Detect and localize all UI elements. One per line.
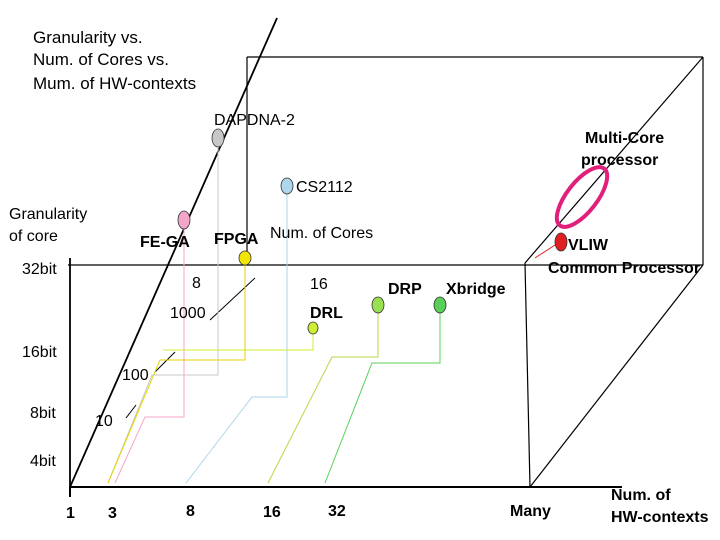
label-fpga: FPGA: [214, 231, 259, 248]
contexts-label-line-2: HW-contexts: [611, 509, 709, 526]
box-front-right-edge: [525, 263, 530, 487]
tick-cores-100: 100: [122, 367, 149, 384]
label-multicore-line-2: processor: [581, 152, 659, 169]
tick-contexts-8: 8: [186, 503, 195, 520]
label-dapdna: DAPDNA-2: [214, 112, 295, 129]
contexts-label-line-1: Num. of: [611, 487, 671, 504]
tick-cores-8: 8: [192, 275, 201, 292]
label-multicore-line-1: Multi-Core: [585, 130, 665, 147]
title-line-1: Granularity vs.: [33, 28, 143, 47]
label-cs2112: CS2112: [296, 179, 353, 196]
vliw-marker: [555, 233, 567, 251]
title-line-3: Mum. of HW-contexts: [33, 74, 197, 93]
tick-contexts-1: 1: [66, 505, 75, 522]
fega-projection-line: [115, 228, 184, 483]
label-vliw: VLIW: [568, 237, 608, 254]
xbridge-marker: [434, 297, 446, 313]
guide-10: [126, 405, 136, 418]
box-bottom-right-edge: [530, 265, 703, 487]
tick-contexts-32: 32: [328, 503, 346, 520]
xbridge-projection-line: [325, 312, 440, 483]
guide-100: [155, 352, 175, 372]
label-common-processor: Common Processor: [548, 260, 701, 277]
tick-contexts-many: Many: [510, 503, 551, 520]
tick-16bit: 16bit: [22, 344, 57, 361]
fega-marker: [178, 211, 190, 229]
label-drl: DRL: [310, 305, 343, 322]
tick-cores-1000: 1000: [170, 305, 206, 322]
drl-marker: [308, 322, 318, 334]
granularity-label-line-1: Granularity: [9, 206, 88, 223]
fpga-marker: [239, 251, 251, 265]
depth-guides: [126, 275, 255, 418]
label-fega: FE-GA: [140, 234, 190, 251]
tick-cores-16: 16: [310, 276, 328, 293]
dapdna-marker: [212, 129, 224, 147]
vliw-connector-line: [535, 245, 555, 258]
tick-4bit: 4bit: [30, 453, 56, 470]
drp-marker: [372, 297, 384, 313]
granularity-label-line-2: of core: [9, 228, 58, 245]
guide-8-1000: [210, 278, 255, 320]
tick-32bit: 32bit: [22, 261, 57, 278]
title-line-2: Num. of Cores vs.: [33, 50, 170, 69]
cores-axis-label: Num. of Cores: [270, 225, 374, 242]
label-xbridge: Xbridge: [446, 281, 506, 298]
tick-contexts-16: 16: [263, 504, 281, 521]
cs2112-marker: [281, 178, 293, 194]
tick-contexts-3: 3: [108, 505, 117, 522]
drl-projection-line: [163, 333, 313, 350]
tick-8bit: 8bit: [30, 405, 56, 422]
label-drp: DRP: [388, 281, 422, 298]
tick-cores-10: 10: [95, 413, 113, 430]
